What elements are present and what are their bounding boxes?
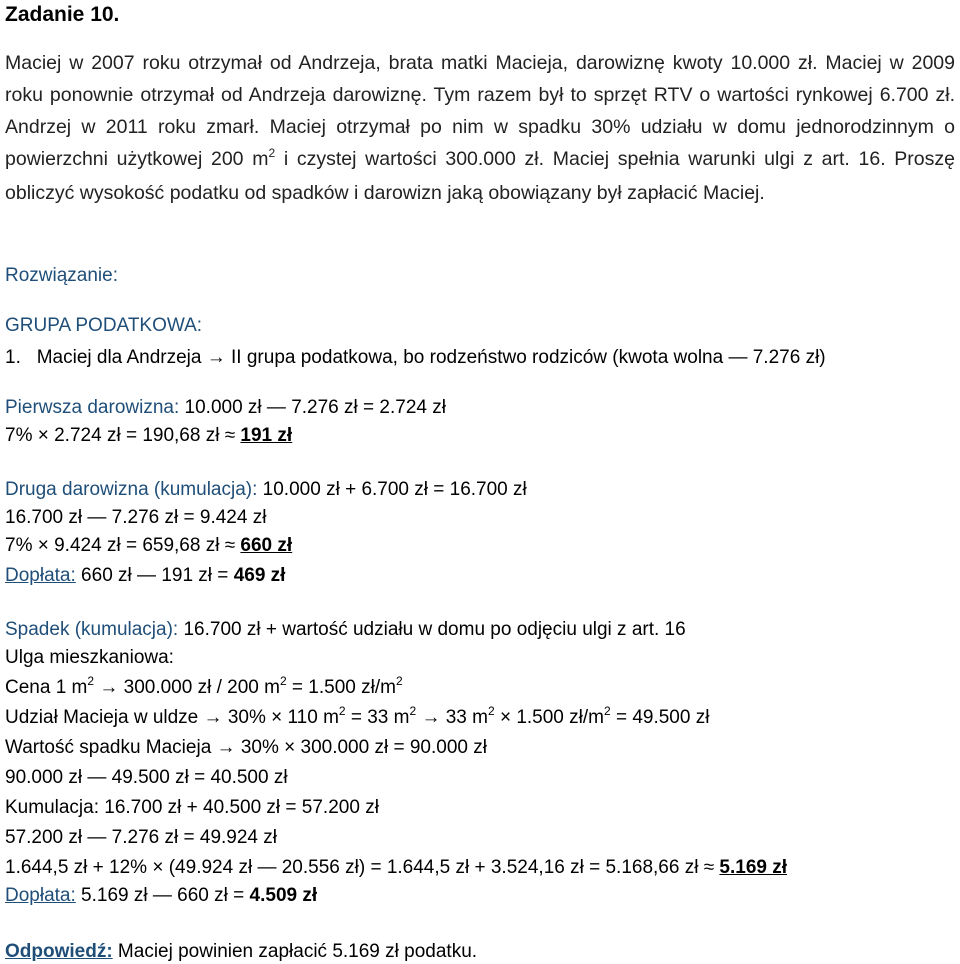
group-item-from: Maciej dla Andrzeja [36,347,202,368]
relief-share-area-result: = 33 m [345,707,410,728]
first-donation-tax-calc: 7% × 2.724 zł = 190,68 zł ≈ [5,425,241,446]
inheritance-label: Spadek (kumulacja): [5,619,179,640]
cumulation-tax-line [5,856,787,880]
group-item-number: 1. [5,347,21,368]
price-division: 300.000 zł / 200 m [123,677,280,698]
arrow-icon: → [216,737,236,758]
second-donation-base-line: 16.700 zł — 7.276 zł = 9.424 zł [5,507,267,528]
superscript-2: 2 [395,674,403,688]
inheritance-extra-label: Dopłata: [5,885,76,906]
second-donation-tax-line [5,534,292,558]
inheritance-net-line: 90.000 zł — 49.500 zł = 40.500 zł [5,767,288,788]
group-item-description: II grupa podatkowa, bo rodzeństwo rodziców (kwota wolna — 7.276 zł) [231,347,826,368]
inheritance-value-calc: 30% × 300.000 zł = 90.000 zł [240,737,487,758]
answer-line [5,940,477,964]
second-extra-result: 469 zł [233,565,286,586]
housing-relief-label: Ulga mieszkaniowa: [5,647,174,668]
superscript-2: 2 [409,704,417,718]
cumulation-tax-calc: 1.644,5 zł + 12% × (49.924 zł — 20.556 zł) = 1.644,5 zł + 3.524,16 zł = 5.168,66 zł ≈ [5,857,720,878]
arrow-icon: → [99,677,119,698]
relief-share-result: = 49.500 zł [610,707,710,728]
inheritance-extra-result: 4.509 zł [249,885,318,906]
group-item [5,346,826,370]
second-donation-label: Druga darowizna (kumulacja): [5,479,258,500]
second-extra-label: Dopłata: [5,565,76,586]
first-donation-calc: 10.000 zł — 7.276 zł = 2.724 zł [184,397,446,418]
second-donation-extra-line [5,564,285,588]
task-text-part1: Maciej w 2007 roku otrzymał od Andrzeja, brata matki Macieja, darowiznę kwoty 10.000 zł. Maciej w 2009 roku ponownie otrzymał od Andrzeja darowiznę. Tym razem był to sprzęt RTV o wartości rynkowej 6.700 zł. Andrzej w 2011 roku zmarł. Maciej otrzymał po nim w spadku 30% udziału w domu jednorodzinnym o powierzchni użytkowej 200 m [5,52,955,170]
first-donation-line [5,396,446,420]
group-heading: GRUPA PODATKOWA: [5,315,203,336]
cumulation-tax-result: 5.169 zł [719,857,788,878]
cumulation-line: Kumulacja: 16.700 zł + 40.500 zł = 57.200 zł [5,797,379,818]
cumulation-base-line: 57.200 zł — 7.276 zł = 49.924 zł [5,827,277,848]
inheritance-line [5,618,686,642]
relief-share-line [5,706,709,731]
second-donation-tax-result: 660 zł [240,535,293,556]
second-donation-calc: 10.000 zł + 6.700 zł = 16.700 zł [262,479,527,500]
first-donation-label: Pierwsza darowizna: [5,397,180,418]
relief-share-label: Udział Macieja w uldze [5,707,199,728]
superscript-2: 2 [338,704,346,718]
price-label: Cena 1 m [5,677,88,698]
inheritance-calc: 16.700 zł + wartość udziału w domu po odjęciu ulgi z art. 16 [183,619,686,640]
relief-share-multiplier: × 1.500 zł/m [494,707,604,728]
arrow-icon: → [203,707,223,728]
inheritance-value-label: Wartość spadku Macieja [5,737,212,758]
superscript-2: 2 [87,674,95,688]
inheritance-value-line [5,736,487,760]
price-result: = 1.500 zł/m [286,677,396,698]
superscript-2: 2 [603,704,611,718]
first-donation-tax-line [5,424,292,448]
task-title: Zadanie 10. [5,3,120,26]
answer-text: Maciej powinien zapłacić 5.169 zł podatku. [112,941,478,962]
arrow-icon: → [421,707,441,728]
answer-label: Odpowiedź: [5,941,113,962]
task-superscript: 2 [268,146,276,160]
inheritance-extra-calc: 5.169 zł — 660 zł = [75,885,250,906]
arrow-icon: → [206,347,226,368]
superscript-2: 2 [487,704,495,718]
inheritance-extra-line [5,884,317,908]
price-per-m2-line [5,676,403,701]
relief-share-area-again: 33 m [445,707,488,728]
first-donation-tax-result: 191 zł [240,425,293,446]
second-extra-calc: 660 zł — 191 zł = [75,565,234,586]
relief-share-area: 30% × 110 m [227,707,339,728]
superscript-2: 2 [279,674,287,688]
solution-label: Rozwiązanie: [5,265,118,286]
task-description [5,47,955,209]
second-donation-line [5,478,527,502]
second-donation-tax-calc: 7% × 9.424 zł = 659,68 zł ≈ [5,535,241,556]
task-text-part2: i czystej wartości 300.000 zł. Maciej spełnia warunki ulgi z art. 16. Proszę obliczyć wysokość podatku od spadków i darowizn jaką obowiązany był zapłacić Maciej. [5,148,955,204]
